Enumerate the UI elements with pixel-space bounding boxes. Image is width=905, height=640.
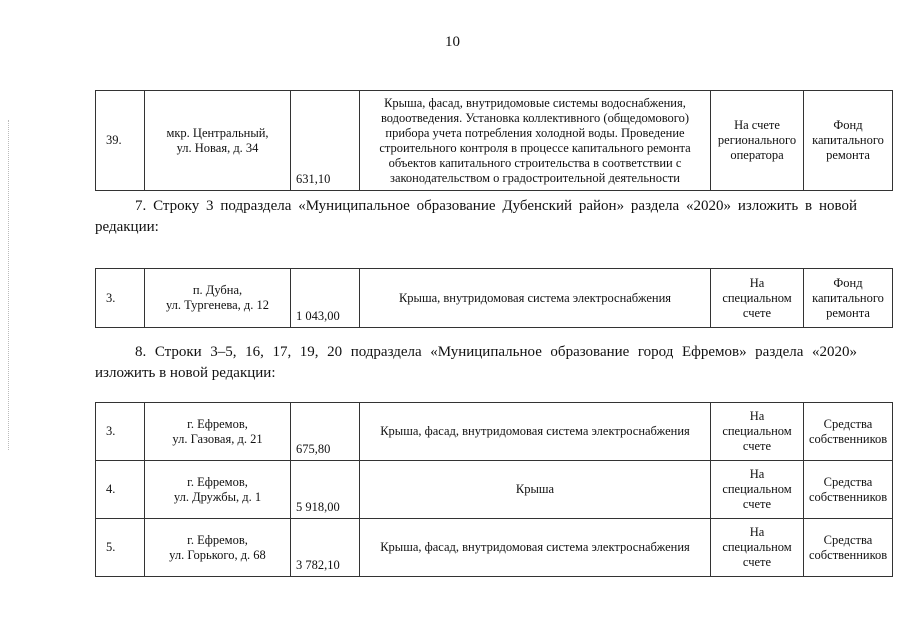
paragraph-7: 7. Строку 3 подраздела «Муниципальное образование Дубенский район» раздела «2020» изложить в новой редакции: <box>95 198 857 235</box>
margin-artifact <box>8 120 11 450</box>
fund-cell: Фонд капитального ремонта <box>804 91 893 191</box>
table-row <box>96 461 893 519</box>
table-row <box>96 269 893 328</box>
account-cell: На специальном счете <box>711 269 804 328</box>
address-line-1: п. Дубна, <box>192 283 243 297</box>
address-cell <box>145 269 291 328</box>
area-cell: 3 782,10 <box>291 519 360 577</box>
address-line-1: г. Ефремов, <box>187 416 248 431</box>
address-cell <box>145 91 291 191</box>
address-cell <box>145 403 291 461</box>
address-line-1: г. Ефремов, <box>187 532 248 547</box>
area-cell: 675,80 <box>291 403 360 461</box>
address-line-2: ул. Дружбы, д. 1 <box>173 489 262 504</box>
address-line-1: г. Ефремов, <box>187 474 248 489</box>
table-row <box>96 91 893 191</box>
row-number: 39. <box>96 91 145 191</box>
work-cell: Крыша, внутридомовая система электроснабжения <box>360 269 711 328</box>
row-number: 3. <box>96 403 145 461</box>
area-cell: 1 043,00 <box>291 269 360 328</box>
area-cell: 5 918,00 <box>291 461 360 519</box>
work-cell: Крыша, фасад, внутридомовая система электроснабжения <box>360 403 711 461</box>
table-row <box>96 403 893 461</box>
row-number: 3. <box>96 269 145 328</box>
table-row <box>96 519 893 577</box>
address-line-2: ул. Горького, д. 68 <box>169 547 266 562</box>
account-cell: На специальном счете <box>711 461 804 519</box>
fund-cell: Средства собственников <box>804 461 893 519</box>
work-cell: Крыша, фасад, внутридомовая система электроснабжения <box>360 519 711 577</box>
address-line-2: ул. Тургенева, д. 12 <box>165 298 270 312</box>
account-cell: На специальном счете <box>711 403 804 461</box>
paragraph-8: 8. Строки 3–5, 16, 17, 19, 20 подраздела «Муниципальное образование город Ефремов» раздела «2020» изложить в новой редакции: <box>95 344 857 381</box>
address-line-2: ул. Новая, д. 34 <box>176 140 259 155</box>
work-cell: Крыша <box>360 461 711 519</box>
page-number: 10 <box>445 34 460 50</box>
fund-cell: Средства собственников <box>804 519 893 577</box>
fund-cell: Фонд капитального ремонта <box>804 269 893 328</box>
table-efremov <box>95 402 893 577</box>
fund-cell: Средства собственников <box>804 403 893 461</box>
account-cell: На счете регионального оператора <box>711 91 804 191</box>
address-line-1: мкр. Центральный, <box>166 125 269 140</box>
row-number: 5. <box>96 519 145 577</box>
row-number: 4. <box>96 461 145 519</box>
work-cell: Крыша, фасад, внутридомовые системы водоснабжения, водоотведения. Установка коллективного (общедомового) прибора учета потребления холодной воды. Проведение строительного контроля в процессе капитального ремонта объектов капитального строительства в соответствии с законодательством о градостроительной деятельности <box>360 91 711 191</box>
account-cell: На специальном счете <box>711 519 804 577</box>
area-cell: 631,10 <box>291 91 360 191</box>
address-line-2: ул. Газовая, д. 21 <box>172 431 263 446</box>
table-section-39 <box>95 90 893 191</box>
address-cell <box>145 519 291 577</box>
table-dubna <box>95 268 893 328</box>
address-cell <box>145 461 291 519</box>
